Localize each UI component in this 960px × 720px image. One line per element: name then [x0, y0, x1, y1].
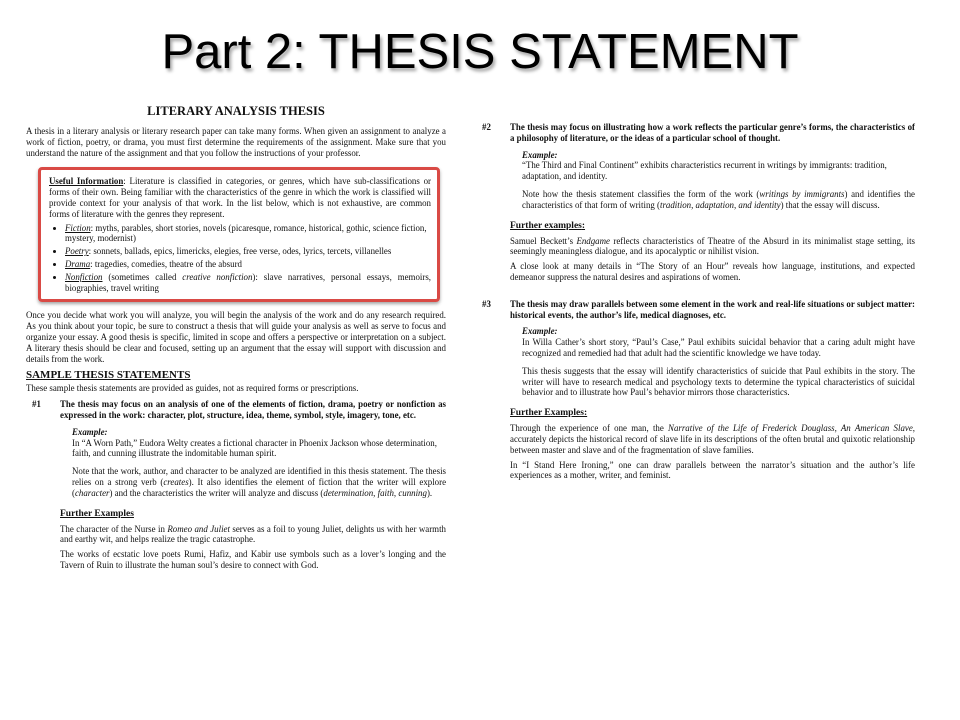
thesis-2: [476, 122, 915, 144]
thesis-1: [26, 399, 446, 421]
info-text: : Literature is classified in categories, or genres, which have sub-classifications or forms of their own. Being familiar with the characteristics of the genre in which the work is classified will provide context for your analysis of that work. In the list below, which is not exhaustive, are common forms of literature with the genres they represent.: [49, 176, 431, 219]
thesis-statement: The thesis may focus on illustrating how a work reflects the particular genre’s forms, the characteristics of a philosophy of literature, or the ideas of a particular school of thought.: [510, 122, 915, 143]
example-label: Example:: [522, 326, 558, 337]
slide-title: Part 2: THESIS STATEMENT: [161, 25, 799, 79]
genre-forms: ): slave narratives, personal essays, memoirs, biographies, travel writing: [65, 271, 431, 293]
genre-item-nonfiction: [65, 272, 431, 294]
thesis-2-details: [510, 150, 915, 283]
further-example-2: In “I Stand Here Ironing,” one can draw parallels between the narrator’s situation and the author’s life experiences as a mother, writer, and feminist.: [510, 459, 915, 481]
note-text: Note that the work, author, and character to be analyzed are identified in this thesis statement. The thesis relies on a strong verb (creates). It also identifies the element of fiction that the writer will explore (character) and the characteristics the writer will analyze and discuss (determination, faith, cunning).: [72, 466, 447, 498]
example-text: “The Third and Final Continent” exhibits characteristics recurrent in writings by immigrants: tradition, adaptation, and identity.: [522, 160, 887, 182]
thesis-3: [476, 299, 915, 321]
genre-forms: (sometimes called: [102, 271, 183, 282]
further-example-1: Through the experience of one man, the Narrative of the Life of Frederick Douglass, An American Slave, accurately depicts the historical record of slave life in its descriptions of the often brutal and quixotic relationship between master and slave and of the fragmentation of slave families.: [510, 423, 915, 455]
thesis-statement: The thesis may focus on an analysis of one of the elements of fiction, drama, poetry or nonfiction as expressed in the work: character, plot, structure, idea, theme, symbol, style, imagery, tone, etc.: [60, 399, 446, 420]
further-example-2: The works of ecstatic love poets Rumi, Hafiz, and Kabir use symbols such as a lover’s longing and the Tavern of Ruin to illustrate the human soul’s desire to connect with God.: [60, 549, 446, 570]
further-examples-heading: Further examples:: [510, 220, 586, 231]
genre-list: [49, 223, 431, 294]
genre-name: Nonfiction: [65, 271, 103, 282]
document-title: LITERARY ANALYSIS THESIS: [147, 104, 325, 118]
genre-forms: : myths, parables, short stories, novels (picaresque, romance, historical, gothic, science fiction, mystery, modernist): [65, 222, 427, 244]
further-examples-heading: Further Examples: [60, 508, 134, 519]
note-text: Note how the thesis statement classifies the form of the work (writings by immigrants) and identifies the characteristics of that form of writing (tradition, adaptation, and identity) that the essay will discuss.: [522, 188, 915, 210]
genre-item-fiction: [65, 223, 431, 245]
thesis-3-details: [510, 326, 915, 481]
further-example-1: The character of the Nurse in Romeo and Juliet serves as a foil to young Juliet, delights us with her warmth and earthy wit, and helps realize the tragic catastrophe.: [60, 523, 446, 545]
genre-forms-em: creative nonfiction: [182, 271, 253, 282]
intro-paragraph: A thesis in a literary analysis or literary research paper can take many forms. When given an assignment to analyze a work of fiction, poetry, or drama, you must first determine the requirements of the assignment. Make sure that you understand the nature of the assignment and that you follow the instructions of your professor.: [26, 126, 446, 158]
genre-name: Poetry: [65, 246, 89, 257]
genre-forms: : tragedies, comedies, theatre of the absurd: [90, 258, 242, 269]
genre-forms: : sonnets, ballads, epics, limericks, elegies, free verse, odes, lyrics, tercets, villanelles: [88, 246, 392, 257]
left-document-page: [26, 104, 446, 571]
genre-item-drama: [65, 259, 431, 270]
info-paragraph: [49, 176, 431, 219]
further-example-2: A close look at many details in “The Story of an Hour” reveals how language, institutions, and expected demeanor suppress the natural desires and aspirations of women.: [510, 261, 915, 282]
genre-name: Drama: [65, 258, 91, 269]
thesis-number: #3: [482, 298, 491, 309]
thesis-number: #2: [482, 122, 491, 132]
thesis-statement: The thesis may draw parallels between some element in the work and real-life situations or subject matter: historical events, the author’s life, medical diagnoses, etc.: [510, 298, 915, 320]
after-box-paragraph: Once you decide what work you will analyze, you will begin the analysis of the work and do any research required. As you think about your topic, be sure to construct a thesis that will guide your analysis as well as serve to focus and organize your essay. A good thesis is specific, limited in scope and offers a perspective or interpretation on a subject. A literary thesis should be clear and focused, setting up an argument that the essay will support with discussion and details from the work.: [26, 310, 446, 364]
thesis-1-details: [60, 427, 446, 571]
sample-intro: These sample thesis statements are provided as guides, not as required forms or prescriptions.: [26, 383, 359, 394]
sample-thesis-heading: SAMPLE THESIS STATEMENTS: [26, 369, 191, 382]
useful-information-box: [38, 167, 440, 302]
example-text: In “A Worn Path,” Eudora Welty creates a fictional character in Phoenix Jackson whose determination, faith, and cunning illustrate the indomitable human spirit.: [72, 437, 437, 459]
thesis-number: #1: [32, 399, 41, 410]
genre-name: Fiction: [65, 222, 91, 233]
example-text: In Willa Cather’s short story, “Paul’s Case,” Paul exhibits suicidal behavior that a caring adult might have recognized and remedied had that adult had the scientific knowledge we have today.: [522, 337, 915, 358]
example-label: Example:: [72, 426, 108, 437]
example-label: Example:: [522, 149, 558, 160]
further-examples-heading: Further Examples:: [510, 408, 588, 419]
note-text: This thesis suggests that the essay will identify characteristics of suicide that Paul exhibits in the story. The writer will have to research medical and psychology texts to determine the typical characteristics of suicidal behavior and to illustrate how Paul’s behavior mirrors those characteristics.: [522, 365, 915, 398]
right-document-page: [476, 122, 915, 481]
genre-item-poetry: [65, 246, 431, 257]
further-example-1: Samuel Beckett’s Endgame reflects characteristics of Theatre of the Absurd in its minimalist stage setting, its seemingly meaningless dialogue, and its apocalyptic or nihilist vision.: [510, 235, 915, 257]
info-label: Useful Information: [49, 176, 124, 187]
